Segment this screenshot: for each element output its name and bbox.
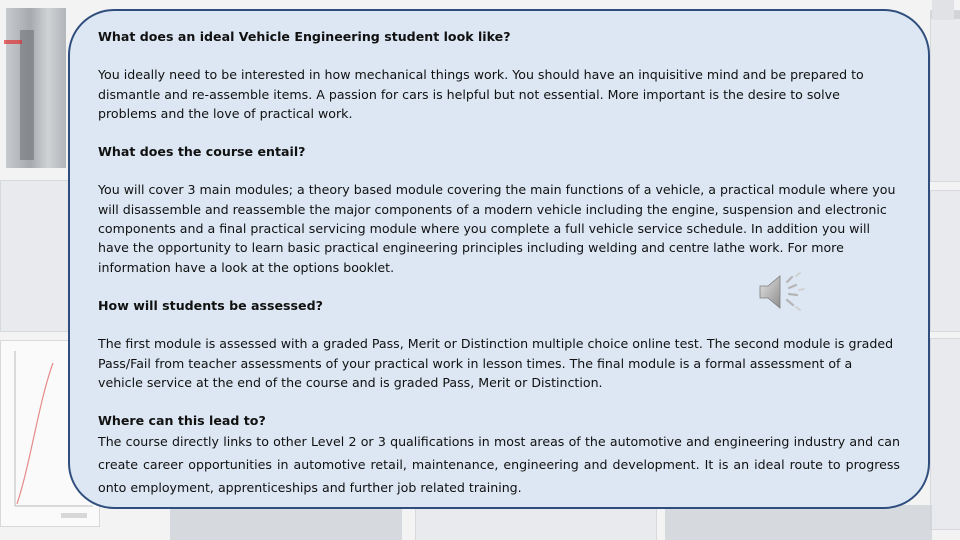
section-body-ideal-student: You ideally need to be interested in how mechanical things work. You should have an inquisitive mind and be prepared to dismantle and re-assemble items. A passion for cars is helpful but not essential. More important is the desire to solve problems and the love of practical work. bbox=[98, 67, 864, 121]
background-tile bbox=[0, 180, 72, 332]
background-machine-image bbox=[6, 8, 66, 168]
section-body-assessment: The first module is assessed with a graded Pass, Merit or Distinction multiple choice online test. The second module is graded Pass/Fail from teacher assessments of your practical work in lesson times. The final module is a formal assessment of a vehicle service at the end of the course and is graded Pass, Merit or Distinction. bbox=[98, 336, 894, 390]
background-red-marker bbox=[4, 40, 22, 44]
speaker-icon[interactable] bbox=[758, 272, 808, 312]
background-tile bbox=[415, 505, 657, 540]
section-heading-course-content: What does the course entail? bbox=[98, 144, 306, 160]
background-tile bbox=[665, 505, 932, 540]
background-window-controls bbox=[932, 0, 954, 20]
background-tile bbox=[930, 190, 960, 332]
info-card bbox=[68, 9, 930, 509]
background-tile bbox=[930, 10, 960, 182]
section-heading-ideal-student: What does an ideal Vehicle Engineering student look like? bbox=[98, 29, 511, 44]
section-body-progression: The course directly links to other Level 2 or 3 qualifications in most areas of the automotive and engineering industry and can create career opportunities in automotive retail, maintenance, engineering and development. It is an ideal route to progress onto employment, apprenticeships and further job related training. bbox=[98, 434, 900, 496]
section-heading-progression: Where can this lead to? bbox=[98, 413, 266, 429]
section-heading-assessment: How will students be assessed? bbox=[98, 297, 323, 313]
background-tile bbox=[170, 505, 402, 540]
background-machine-column bbox=[20, 30, 34, 160]
background-tile bbox=[930, 338, 960, 530]
section-body-course-content: You will cover 3 main modules; a theory based module covering the main functions of a vehicle, a practical module where you will disassemble and reassemble the major components of a modern vehicle including the engine, suspension and electronic components and a final practical servicing module where you complete a full vehicle service schedule. In addition you will have the opportunity to learn basic practical engineering principles including welding and centre lathe work. For more information have a look at the options booklet. bbox=[98, 182, 896, 275]
